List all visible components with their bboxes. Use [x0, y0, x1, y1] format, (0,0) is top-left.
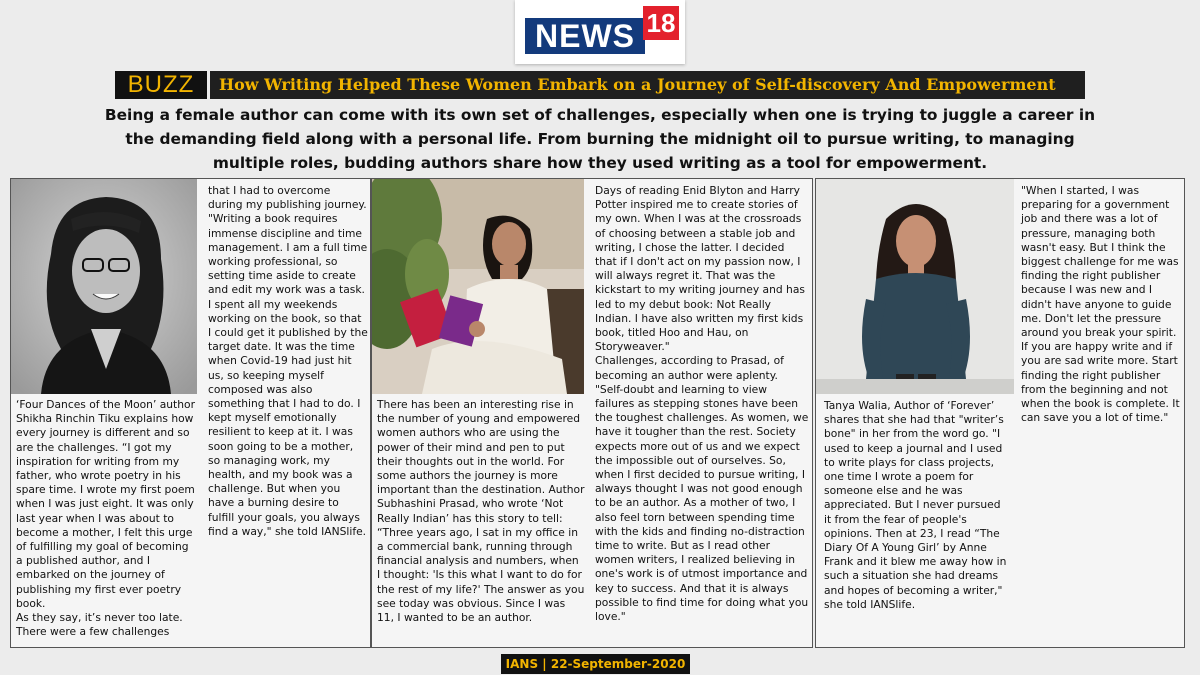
text-column-2: that I had to overcome during my publishing journey. "Writing a book requires immense discipline and time management. I am a full time working professional, so setting time aside to create and edit my work was a task. I spent all my weekends working on the book, so that I could get it published by the target date. It was the time when Covid-19 had just hit us, so keeping myself composed was also something that I had to do. I kept myself emotionally resilient to keep at it. I was soon going to be a mother, so managing work, my health, and my book was a challenge. But when you have a burning desire to fulfill your goals, you always find a way," she told IANSlife.: [208, 184, 368, 538]
logo-number-badge: 18: [643, 6, 679, 40]
news18-logo[interactable]: [515, 0, 685, 64]
source-date-footer: IANS | 22-September-2020: [501, 654, 690, 674]
author-panel-prasad: [371, 178, 813, 648]
text-column-1: ‘Four Dances of the Moon’ author Shikha Rinchin Tiku explains how every journey is different and so are the challenges. “I got my inspiration for writing from my father, who wrote poetry in his spare time. I wrote my first poem when I was just eight. It was only last year when I was about to become a mother, I felt this urge of fulfilling my goal of becoming a published author, and I embarked on the journey of publishing my first ever poetry book. As they say, it’s never too late. There were a few challenges: [16, 398, 195, 639]
text-column-6: "When I started, I was preparing for a government job and there was a lot of pressure, managing both wasn't easy. But I think the biggest challenge for me was finding the right publisher because I was new and I didn't have anyone to guide me. Don't let the pressure around you break your spirit. If you are happy write and if you are sad write more. Start finding the right publisher from the beginning and not when the book is complete. It can save you a lot of time.": [1021, 184, 1180, 425]
headline-bar: [115, 71, 1085, 99]
author-photo-tiku: [11, 179, 197, 394]
text-column-5: Tanya Walia, Author of ‘Forever’ shares that she had that "writer’s bone" in her from the word go. "I used to keep a journal and I used to write plays for class projects, one time I wrote a poem for someone else and he was appreciated. But I never pursued it from the fear of people's opinions. Then at 23, I read “The Diary Of A Young Girl’ by Anne Frank and it blew me away how in such a situation she had dreams and hopes of becoming a writer," she told IANSlife.: [824, 399, 1007, 611]
logo-news-text: NEWS: [525, 18, 645, 54]
author-photo-walia: [816, 179, 1014, 394]
author-panel-tiku: [10, 178, 371, 648]
text-column-4: Days of reading Enid Blyton and Harry Potter inspired me to create stories of my own. When I was at the crossroads of choosing between a stable job and writing, I chose the latter. I decided that if I don't act on my passion now, I will always regret it. That was the kickstart to my writing journey and has led to my debut book: Not Really Indian. I have also written my first kids book, titled Hoo and Hau, on Storyweaver." Challenges, according to Prasad, of becoming an author were aplenty. "Self-doubt and learning to view failures as stepping stones have been the toughest challenges. As women, we have it tougher than the rest. Society expects more out of us and we expect the impossible out of ourselves. So, when I first decided to pursue writing, I always thought I was not good enough to be an author. As a mother of two, I also feel torn between spending time with the kids and finding no-distraction time to write. But as I read other women writers, I realized believing in one's work is of utmost importance and key to success. And that it is always possible to find time for doing what you love.": [595, 184, 809, 624]
author-photo-prasad: [372, 179, 584, 394]
article-title: How Writing Helped These Women Embark on a Journey of Self-discovery And Empowerment: [219, 75, 1056, 94]
buzz-tag: BUZZ: [115, 71, 210, 99]
intro-paragraph: Being a female author can come with its own set of challenges, especially when one is trying to juggle a career in the demanding field along with a personal life. From burning the midnight oil to pursue writing, to managing multiple roles, budding authors share how they used writing as a tool for empowerment.: [104, 106, 1096, 172]
author-panel-walia: [815, 178, 1185, 648]
text-column-3: There has been an interesting rise in the number of young and empowered women authors who are using the power of their mind and pen to put their thoughts out in the world. For some authors the journey is more important than the destination. Author Subhashini Prasad, who wrote ‘Not Really Indian’ has this story to tell: “Three years ago, I sat in my office in a commercial bank, running through financial analysis and numbers, when I thought: 'Is this what I want to do for the rest of my life?' The answer as you see today was obvious. Since I was 11, I wanted to be an author.: [377, 398, 585, 625]
